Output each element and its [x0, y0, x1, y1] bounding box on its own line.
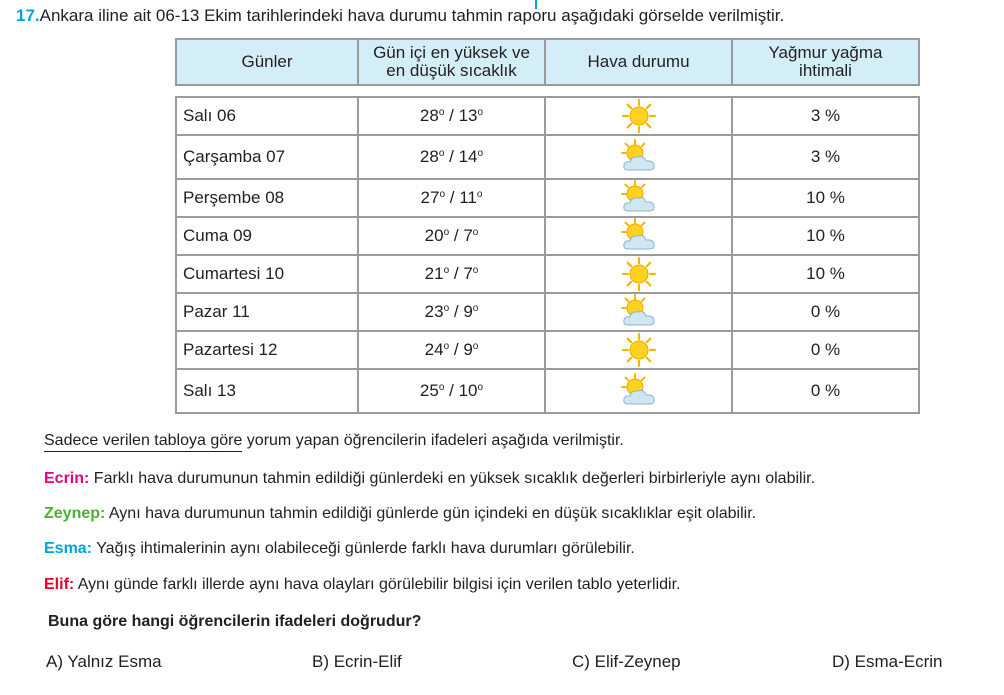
temp-low: 13 [458, 106, 478, 125]
statement-zeynep [44, 505, 756, 523]
temp-low: 9 [463, 302, 473, 321]
question-header [16, 6, 784, 26]
cell-day: Salı 13 [176, 369, 358, 413]
temp-low: 11 [459, 188, 477, 207]
cell-day: Cuma 09 [176, 217, 358, 255]
degree-mark: o [443, 341, 450, 352]
cell-weather [545, 255, 732, 293]
degree-mark: o [443, 227, 450, 238]
degree-mark: o [476, 189, 483, 200]
cell-weather [545, 217, 732, 255]
header-temp-line1: Gün içi en yüksek ve [373, 43, 530, 62]
header-rain-line2: ihtimali [799, 61, 852, 80]
header-weather: Hava durumu [545, 39, 732, 85]
cell-weather [545, 369, 732, 413]
statement-text: Aynı hava durumunun tahmin edildiği günlerde gün içindeki en düşük sıcaklıklar eşit olabilir. [105, 505, 757, 522]
question-number: 17. [16, 6, 40, 25]
degree-mark: o [477, 107, 484, 118]
cell-rain: 10 % [732, 179, 919, 217]
header-days: Günler [176, 39, 358, 85]
cell-day: Perşembe 08 [176, 179, 358, 217]
degree-mark: o [443, 303, 450, 314]
sun-icon [619, 98, 659, 134]
cell-temperature [358, 135, 545, 179]
cell-temperature [358, 293, 545, 331]
table-row [176, 369, 919, 413]
question-text: Ankara iline ait 06-13 Ekim tarihlerindeki hava durumu tahmin raporu aşağıdaki görselde verilmiştir. [39, 6, 785, 25]
temp-separator: / [453, 340, 459, 359]
temp-low: 10 [458, 381, 478, 400]
option-a[interactable]: A) Yalnız Esma [46, 652, 162, 671]
statement-text: Yağış ihtimalerinin aynı olabileceği günlerde farklı hava durumları görülebilir. [92, 540, 635, 557]
temp-separator: / [449, 381, 454, 400]
degree-mark: o [472, 227, 479, 238]
table-row [176, 97, 919, 135]
header-rain-line1: Yağmur yağma [768, 43, 883, 62]
cell-weather [545, 331, 732, 369]
intro-underlined: Sadece verilen tabloya göre [44, 432, 242, 452]
statement-name: Zeynep: [44, 505, 106, 522]
temp-separator: / [453, 302, 459, 321]
cell-temperature [358, 217, 545, 255]
cell-rain: 0 % [732, 331, 919, 369]
table-row [176, 135, 919, 179]
table-row [176, 331, 919, 369]
cell-weather [545, 97, 732, 135]
partly-cloudy-icon [619, 139, 659, 175]
temp-low: 7 [463, 264, 473, 283]
temp-high: 27 [420, 188, 440, 207]
degree-mark: o [472, 265, 479, 276]
temp-high: 24 [424, 340, 444, 359]
cell-rain: 3 % [732, 135, 919, 179]
degree-mark: o [438, 107, 445, 118]
temp-high: 21 [424, 264, 444, 283]
cell-temperature [358, 369, 545, 413]
cell-rain: 0 % [732, 369, 919, 413]
cell-weather [545, 135, 732, 179]
temp-low: 7 [463, 226, 473, 245]
cell-rain: 10 % [732, 217, 919, 255]
cell-temperature [358, 97, 545, 135]
degree-mark: o [443, 265, 450, 276]
temp-separator: / [453, 264, 459, 283]
temp-high: 28 [419, 106, 439, 125]
cell-day: Çarşamba 07 [176, 135, 358, 179]
degree-mark: o [472, 303, 479, 314]
table-row [176, 217, 919, 255]
degree-mark: o [438, 148, 445, 159]
cell-day: Cumartesi 10 [176, 255, 358, 293]
cell-day: Pazartesi 12 [176, 331, 358, 369]
sun-icon [619, 256, 659, 292]
statement-name: Elif: [44, 576, 75, 593]
degree-mark: o [477, 382, 484, 393]
statement-text: Aynı günde farklı illerde aynı hava olayları görülebilir bilgisi için verilen tablo yeterlidir. [74, 576, 681, 593]
partly-cloudy-icon [619, 218, 659, 254]
header-temp-line2: en düşük sıcaklık [386, 61, 517, 80]
header-temperature [358, 39, 545, 85]
temp-high: 23 [424, 302, 444, 321]
temp-separator: / [449, 106, 454, 125]
temp-separator: / [453, 226, 459, 245]
degree-mark: o [439, 189, 446, 200]
partly-cloudy-icon [619, 180, 659, 216]
cell-day: Pazar 11 [176, 293, 358, 331]
statement-ecrin [44, 470, 815, 488]
table-gap [176, 85, 919, 97]
table-row [176, 179, 919, 217]
question-prompt: Buna göre hangi öğrencilerin ifadeleri doğrudur? [48, 613, 422, 630]
temp-high: 28 [419, 147, 439, 166]
table-body [176, 97, 919, 413]
header-rain [732, 39, 919, 85]
degree-mark: o [438, 382, 445, 393]
degree-mark: o [472, 341, 479, 352]
intro-sentence [44, 432, 624, 450]
temp-high: 25 [419, 381, 439, 400]
statement-text: Farklı hava durumunun tahmin edildiği günlerdeki en yüksek sıcaklık değerleri birbirleriyle aynı olabilir. [89, 470, 816, 487]
temp-high: 20 [424, 226, 444, 245]
sun-icon [619, 332, 659, 368]
statement-esma [44, 540, 635, 558]
temp-separator: / [449, 147, 454, 166]
cell-rain: 10 % [732, 255, 919, 293]
cell-temperature [358, 179, 545, 217]
weather-table [175, 38, 920, 414]
cell-temperature [358, 331, 545, 369]
temp-low: 14 [458, 147, 478, 166]
table-header-row [176, 39, 919, 85]
degree-mark: o [477, 148, 484, 159]
cell-weather [545, 179, 732, 217]
statement-name: Ecrin: [44, 470, 90, 487]
cell-rain: 3 % [732, 97, 919, 135]
cell-weather [545, 293, 732, 331]
table-row [176, 293, 919, 331]
cell-rain: 0 % [732, 293, 919, 331]
temp-separator: / [449, 188, 455, 207]
temp-low: 9 [463, 340, 473, 359]
cell-temperature [358, 255, 545, 293]
table-row [176, 255, 919, 293]
partly-cloudy-icon [619, 294, 659, 330]
option-c[interactable]: C) Elif-Zeynep [572, 652, 681, 671]
partly-cloudy-icon [619, 373, 659, 409]
statement-name: Esma: [44, 540, 93, 557]
option-d[interactable]: D) Esma-Ecrin [832, 652, 943, 671]
statement-elif [44, 576, 680, 594]
option-b[interactable]: B) Ecrin-Elif [312, 652, 402, 671]
cell-day: Salı 06 [176, 97, 358, 135]
intro-rest: yorum yapan öğrencilerin ifadeleri aşağıda verilmiştir. [242, 432, 624, 449]
